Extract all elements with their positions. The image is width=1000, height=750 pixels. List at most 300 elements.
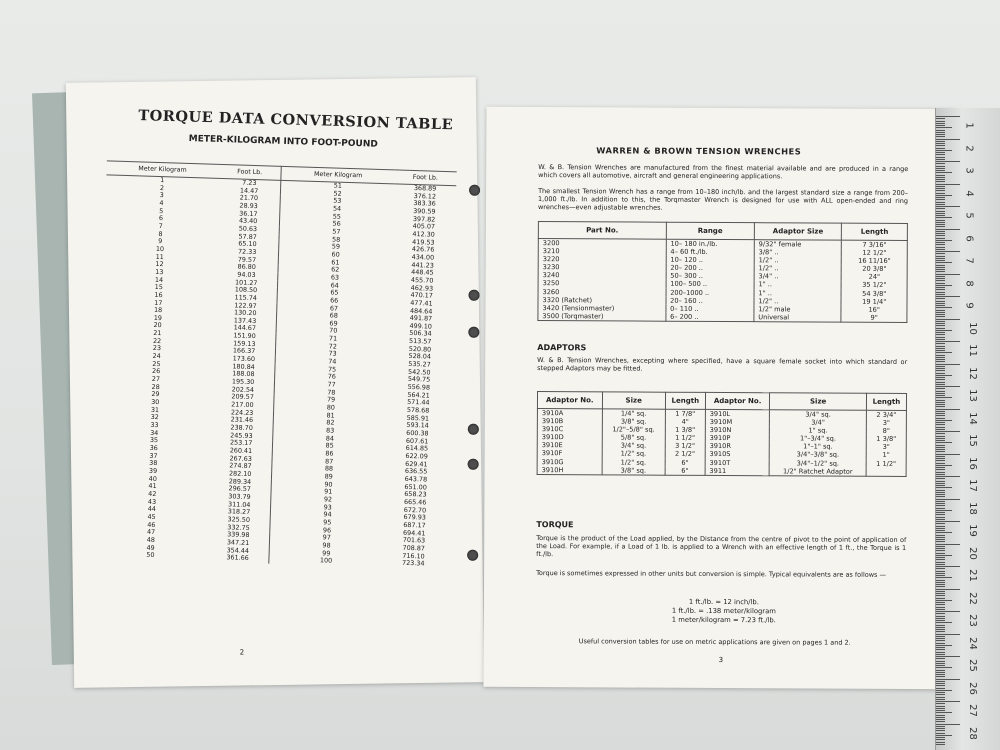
ruler-tick [936,730,945,731]
ruler-tick [936,600,952,601]
foot-lb-cell: 593.14 [406,421,429,430]
ruler-tick [936,634,960,635]
meter-kg-cell: 100 [319,556,333,565]
ruler-tick [936,294,945,295]
ruler-tick [936,559,945,560]
meter-kg-cell: 13 [155,267,164,277]
foot-lb-cell: 520.80 [408,344,432,354]
foot-lb-cell: 708.87 [402,543,426,553]
size-cell: 1/2"–5/8" sq. [602,426,665,434]
ruler-tick [936,161,960,162]
ruler-tick [936,548,945,549]
ruler-tick [936,706,945,707]
ruler-tick [936,584,945,585]
ruler-tick [936,118,945,119]
ruler-tick [936,721,945,722]
ruler-tick [936,123,945,124]
foot-lb-cell: 658.23 [404,490,427,499]
ruler-tick [936,208,945,209]
ruler-tick [936,445,945,446]
meter-kg-cell: 8 [158,229,163,238]
ruler-tick [936,382,945,383]
meter-kg-cell: 45 [147,512,156,521]
ruler-tick [936,510,952,511]
meter-kg-cell: 28 [151,382,160,391]
ruler-tick [936,402,945,403]
header-length-1: Length [665,392,705,409]
ruler-tick [936,307,952,308]
ruler-tick [936,350,945,351]
length-cell: 1 3/8" [665,426,705,434]
meter-kg-cell: 64 [330,280,339,290]
meter-kg-cell: 92 [323,495,333,504]
ruler-number: 12 [966,366,978,380]
size-cell: 5/8" sq. [602,434,665,442]
header-foot-lb-2: Foot Lb. [394,170,457,186]
ruler-tick [936,427,945,428]
foot-lb-cell: 629.41 [405,459,428,469]
ruler-tick [936,487,952,488]
ruler-tick [936,166,945,167]
ruler-tick [936,555,952,556]
meter-kg-cell: 59 [331,242,341,251]
ruler-tick [936,319,960,320]
meter-kg-cell: 90 [324,479,333,489]
length-cell: 20 3/8" [842,265,908,273]
ruler-tick [936,285,952,286]
ruler-tick [936,744,945,745]
range-cell: 6– 200 .. [666,313,754,322]
ruler-tick [936,280,945,281]
ruler-tick [936,384,945,385]
meter-kg-cell: 96 [322,525,332,535]
ruler-tick [936,325,945,326]
meter-kg-cell: 14 [154,275,164,284]
meter-kg-cell: 74 [328,357,337,366]
foot-lb-cell: 28.93 [217,202,280,212]
ruler-tick [936,505,945,506]
foot-lb-cell: 57.87 [216,232,279,242]
ruler-tick [936,235,945,236]
range-cell: 20– 160 .. [666,296,754,305]
ruler-number: 24 [966,636,978,650]
foot-lb-cell: 390.59 [413,206,436,216]
ruler-tick [936,184,960,185]
wrenches-title: WARREN & BROWN TENSION WRENCHES [596,145,802,157]
foot-lb-cell: 14.47 [218,186,281,196]
ruler-tick [936,346,945,347]
ruler-tick [936,604,945,605]
header-foot-lb-1: Foot Lb. [218,164,282,180]
part-no-cell: 3200 [538,239,666,248]
ruler-tick [936,645,952,646]
ruler-tick [936,692,945,693]
meter-kg-cell: 33 [150,420,159,430]
torque-units-paragraph: Torque is sometimes expressed in other units but conversion is simple. Typical equivalents are as follows — [536,569,887,579]
size-cell: 3/4" [770,418,867,427]
adaptor-table-body [537,409,906,477]
ruler-tick [936,231,945,232]
length-cell: 4" [665,418,705,426]
ruler-tick [936,737,945,738]
foot-lb-cell: 289.34 [209,477,272,487]
ruler-tick [936,537,945,538]
ruler-tick [936,467,945,468]
meter-kg-cell: 1 [160,176,165,185]
foot-lb-cell: 325.50 [207,516,270,526]
ruler-tick [936,411,945,412]
ruler-tick [936,629,945,630]
meter-kg-cell: 82 [326,418,335,427]
ruler-tick [936,424,945,425]
adaptor-no-cell: 3910A [537,409,602,418]
ruler-tick [936,368,945,369]
meter-kg-cell: 72 [328,342,337,351]
foot-lb-cell: 383.36 [413,199,436,208]
meter-kg-cell: 80 [326,403,336,412]
ruler-tick [936,490,945,491]
meter-kg-cell: 41 [148,482,157,491]
ruler-tick [936,481,945,482]
ruler-tick [936,141,945,142]
ruler-number: 7 [963,257,975,264]
foot-lb-cell: 484.64 [409,306,433,316]
meter-kg-cell: 91 [324,487,333,496]
ruler-tick [936,530,945,531]
ruler-tick [936,483,945,484]
adaptor-size-cell: 1" .. [754,289,842,298]
foot-lb-cell: 723.34 [401,558,425,568]
ruler-tick [936,508,945,509]
meter-kg-cell: 77 [327,380,336,389]
ruler-tick [936,501,945,502]
foot-lb-cell: 716.10 [402,551,425,561]
meter-kg-cell: 4 [159,198,164,208]
ruler-tick [936,267,945,268]
adaptor-size-cell: Universal [754,313,842,322]
meter-kg-cell: 85 [325,441,334,450]
foot-lb-cell: 513.57 [408,337,432,346]
meter-kg-cell: 49 [146,543,155,552]
foot-lb-cell: 209.57 [211,393,274,403]
meter-kg-cell: 39 [148,466,158,475]
ruler-tick [936,301,945,302]
ruler-tick [936,613,945,614]
meter-kg-cell: 17 [154,298,163,307]
foot-lb-cell: 115.74 [214,294,277,304]
meter-kg-cell: 66 [330,296,339,305]
meter-kg-cell: 69 [329,319,338,328]
ruler-tick [936,438,945,439]
foot-lb-cell: 448.45 [411,268,434,277]
meter-kg-cell: 38 [149,459,158,468]
foot-lb-cell: 86.80 [215,263,278,273]
adaptor-no-cell: 3910L [705,409,770,418]
meter-kg-cell: 52 [333,189,342,198]
foot-lb-cell: 217.00 [211,401,274,411]
adaptor-no-cell: 3910D [537,433,602,441]
ruler-tick [936,303,945,304]
adaptor-no-cell: 3910B [537,417,602,425]
meter-kg-cell: 73 [328,349,337,359]
meter-kg-cell: 58 [331,235,341,244]
ruler-tick [936,544,960,545]
foot-lb-cell: 43.40 [217,217,280,227]
ruler-tick [936,440,945,441]
meter-kg-cell: 48 [146,535,156,544]
ruler-tick [936,298,945,299]
ruler-tick [936,652,945,653]
ruler-tick [936,541,945,542]
meter-kg-cell: 99 [322,548,331,558]
ruler-tick [936,663,945,664]
ruler-tick [936,463,945,464]
adaptor-table-header [537,392,906,411]
foot-lb-cell: 332.75 [207,523,270,533]
ruler-tick [936,312,945,313]
foot-lb-cell: 202.54 [211,385,274,395]
meter-kg-cell: 81 [326,411,335,420]
meter-kg-cell: 54 [332,204,342,213]
meter-kg-cell: 6 [158,214,164,223]
ruler-tick [936,341,960,342]
ruler-tick [936,514,945,515]
ruler-tick [936,361,945,362]
ruler-tick [936,503,945,504]
ruler-tick [936,447,945,448]
meter-kg-cell: 88 [324,464,334,473]
meter-kg-cell: 25 [152,359,161,368]
part-no-cell: 3500 (Torqmaster) [538,312,666,321]
ruler-tick [936,562,945,563]
adaptor-no-cell: 3910H [537,466,602,475]
ruler-tick [936,573,945,574]
foot-lb-cell: 687.17 [403,520,426,530]
part-no-cell: 3260 [538,288,666,297]
foot-lb-cell: 441.23 [411,260,434,270]
ruler-tick [936,532,952,533]
ruler-tick [936,292,945,293]
ruler-tick [936,355,945,356]
ruler-tick [936,154,945,155]
meter-kg-cell: 70 [329,326,338,336]
ruler-tick [936,598,945,599]
ruler-tick [936,512,945,513]
ruler-tick [936,586,945,587]
ruler-number: 25 [966,659,978,672]
adaptor-size-cell: 1" .. [754,281,842,290]
header-meter-kg-1: Meter Kilogram [106,161,218,179]
ruler-number: 1 [963,122,975,129]
size-cell: 3/8" sq. [602,466,665,475]
ruler-tick [936,195,952,196]
foot-lb-cell: 499.10 [409,321,433,331]
wrench-table-header [538,222,907,241]
meter-kg-cell: 15 [154,283,163,292]
meter-kg-cell: 36 [149,443,158,453]
ruler-tick [936,715,945,716]
ruler-tick [936,665,945,666]
ruler-tick [936,242,945,243]
meter-kg-cell: 76 [327,372,337,382]
torque-heading: TORQUE [536,520,574,530]
ruler-tick [936,375,952,376]
ruler-tick [936,265,945,266]
ruler-tick [936,224,945,225]
length-cell: 1" [866,451,906,459]
ruler-tick [936,206,960,207]
length-cell: 3 1/2" [665,442,705,450]
range-cell: 100– 500 .. [666,280,754,289]
foot-lb-cell: 419.53 [412,237,435,247]
ruler-tick [936,406,945,407]
length-cell [866,467,906,476]
ruler-tick [936,609,945,610]
foot-lb-cell: 137.43 [214,317,277,327]
foot-lb-cell: 564.21 [407,390,430,400]
ruler-tick [936,377,945,378]
ruler-tick [936,143,945,144]
ruler-tick [936,157,945,158]
foot-lb-cell: 506.34 [409,329,432,339]
ruler-number: 13 [966,389,978,402]
foot-lb-cell: 21.70 [217,194,280,204]
equivalent-3: 1 meter/kilogram = 7.23 ft./lb. [671,615,776,625]
ruler-tick [936,735,952,736]
ruler-tick [936,485,945,486]
ruler-tick [936,175,945,176]
ruler-tick [936,276,945,277]
ruler-tick [936,719,945,720]
ruler-tick [936,519,945,520]
adaptor-no-cell: 3911 [705,467,770,476]
part-no-cell: 3220 [538,255,666,264]
foot-lb-cell: 607.61 [405,436,429,446]
ruler-tick [936,134,945,135]
ruler-tick [936,404,945,405]
ruler-tick [936,643,945,644]
range-paragraph: The smallest Tension Wrench has a range from 10–180 inch/lb. and the largest standard size a range from 200–1,000 ft./lb. In addition to this, the Torqmaster Wrench is designed for use with ALL open-ended and ring wrenches—even adjustable wrenches. [537,187,909,213]
size-cell: 3/4"–3/8" sq. [770,451,867,460]
adaptor-no-cell: 3910C [537,425,602,433]
meter-kg-cell: 37 [149,451,158,460]
length-cell: 7 3/16" [842,240,908,249]
ruler-tick [936,724,960,725]
ruler-tick [936,494,945,495]
foot-lb-cell: 108.50 [215,286,278,296]
ruler-tick [936,661,945,662]
ruler-tick [936,460,945,461]
foot-lb-cell: 455.70 [410,275,434,285]
foot-lb-cell: 354.44 [206,546,269,556]
right-page [483,107,956,689]
foot-lb-cell: 462.93 [410,283,434,293]
ruler-tick [936,197,945,198]
ruler-tick [936,413,945,414]
ruler-tick [936,456,945,457]
ruler-tick [936,139,960,140]
adaptor-size-cell: 1/2" .. [754,297,842,306]
ruler-tick [936,229,960,230]
foot-lb-cell: 491.87 [409,314,433,323]
ruler-number: 3 [963,167,975,174]
foot-lb-cell: 636.55 [404,467,428,476]
adaptor-no-cell: 3910S [705,450,770,458]
ruler-tick [936,620,945,621]
meter-kg-cell: 29 [151,390,160,399]
foot-lb-cell: 405.07 [412,222,436,231]
foot-lb-cell: 303.79 [208,493,271,503]
range-cell: 200–1000 .. [666,288,754,297]
ruler-tick [936,733,945,734]
ruler-tick [936,328,945,329]
header-adaptor-size: Adaptor Size [754,223,842,240]
foot-lb-cell: 101.27 [215,278,278,288]
ruler-number: 17 [966,479,978,492]
meter-kg-cell: 63 [330,273,340,282]
foot-lb-cell: 556.98 [407,382,431,392]
ruler-tick [936,575,945,576]
ruler-tick [936,697,945,698]
ruler-tick [936,656,960,657]
ruler-tick [936,247,945,248]
ruler-tick [936,190,945,191]
meter-kg-cell: 20 [153,321,162,330]
ruler-tick [936,726,945,727]
size-cell: 1/2" sq. [602,458,665,466]
ruler-number: 22 [966,591,978,605]
ruler-tick [936,217,952,218]
left-page-number: 2 [239,648,245,657]
ruler-tick [936,688,945,689]
adaptor-no-cell: 3910T [705,458,770,466]
ruler-tick [936,283,945,284]
ruler-number: 28 [966,726,978,740]
foot-lb-cell: 528.04 [408,352,432,362]
meter-kg-cell: 24 [152,351,161,361]
meter-kg-cell: 40 [148,474,157,483]
ruler-tick [936,127,952,128]
ruler-tick [936,681,945,682]
ruler-number: 9 [963,302,975,309]
foot-lb-cell: 274.87 [209,462,272,472]
meter-kg-cell: 44 [147,505,157,514]
meter-kg-cell: 21 [153,328,162,338]
foot-lb-cell: 578.68 [406,405,430,415]
ruler-tick [936,591,945,592]
ruler-tick [936,517,945,518]
foot-lb-cell: 151.90 [213,332,276,342]
foot-lb-cell: 130.20 [214,309,277,319]
foot-lb-cell: 368.89 [413,183,437,193]
ruler-tick [936,238,945,239]
ruler-number: 20 [966,546,978,560]
length-cell: 6" [665,466,705,475]
meter-kg-cell: 95 [323,518,332,527]
meter-kg-cell: 35 [149,436,159,445]
ruler-tick [936,116,960,117]
size-cell: 1/2" sq. [602,450,665,458]
ruler-tick [936,136,945,137]
meter-kg-cell: 86 [325,449,334,458]
ruler-tick [936,213,945,214]
header-adaptor-no-1: Adaptor No. [537,392,602,409]
meter-kg-cell: 22 [152,336,162,345]
ruler-tick [936,550,945,551]
ruler-tick [936,289,945,290]
foot-lb-cell: 571.44 [407,398,430,407]
foot-lb-cell: 253.17 [210,439,273,449]
